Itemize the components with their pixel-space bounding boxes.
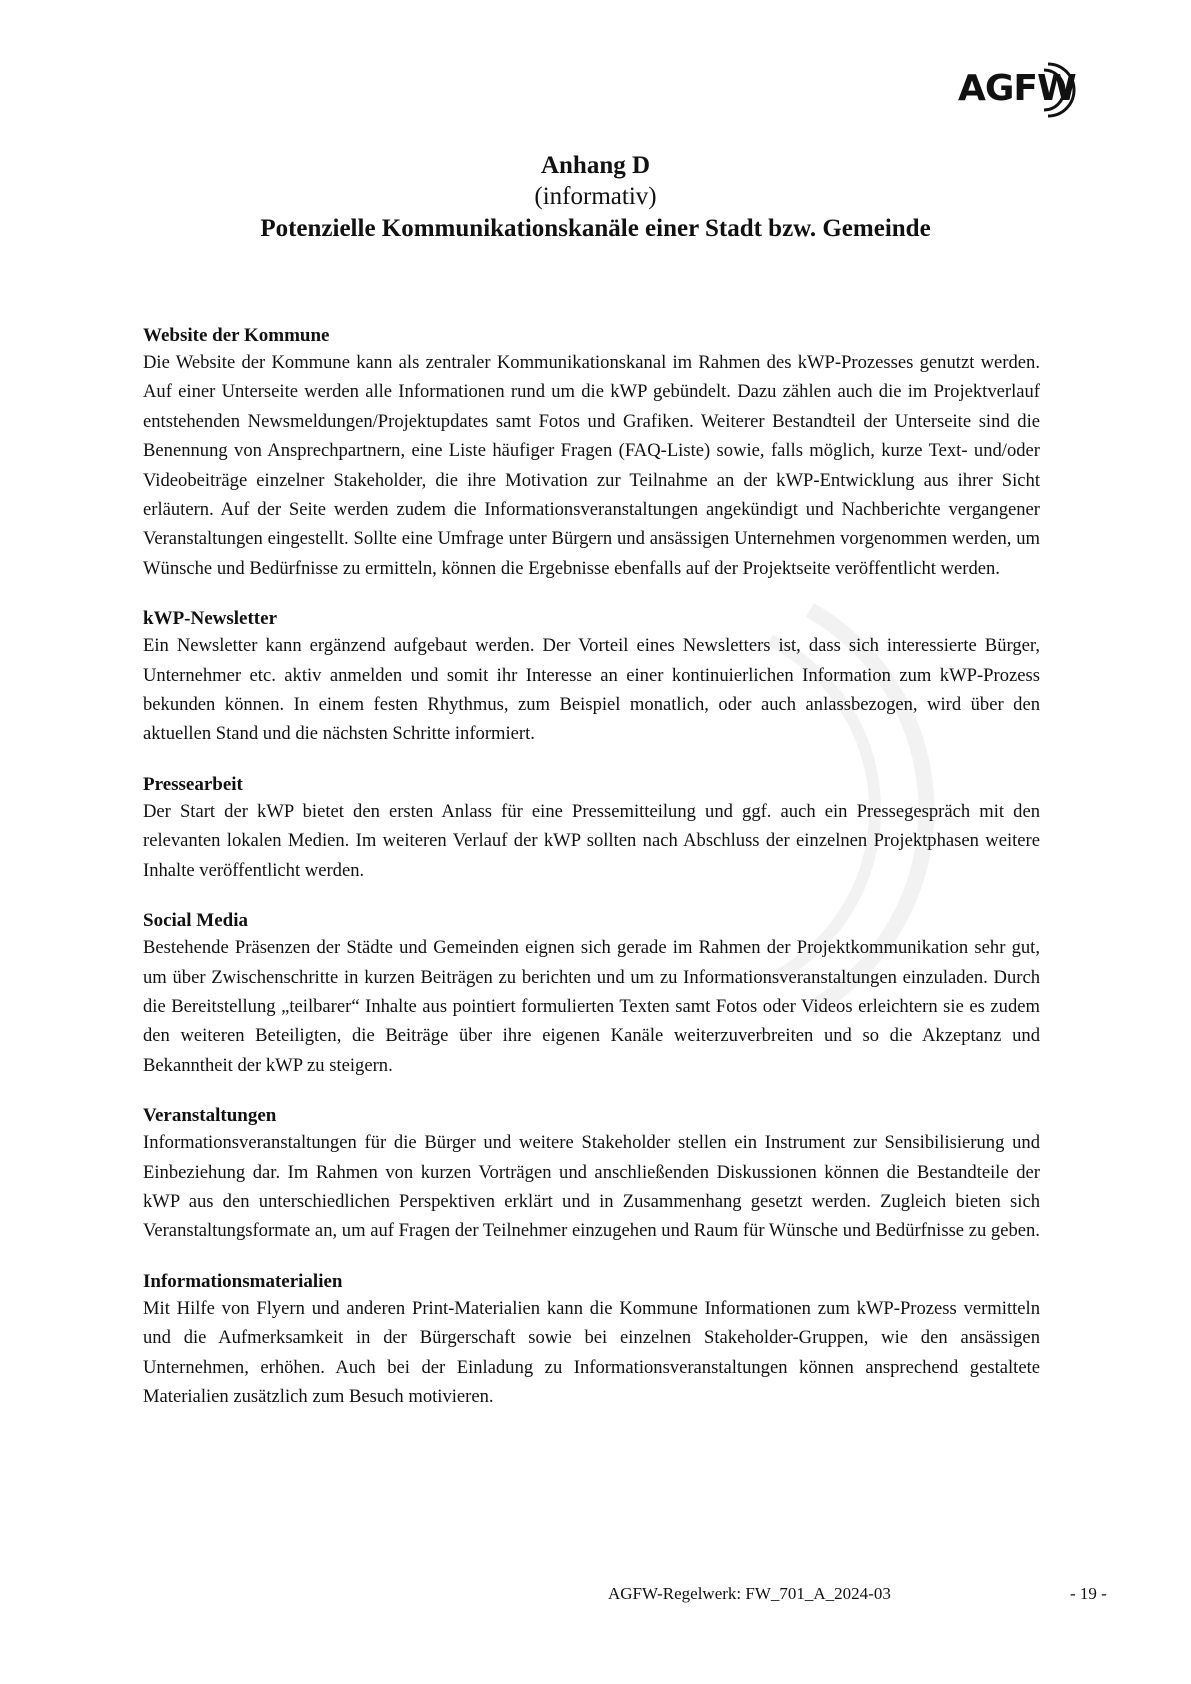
logo-arcs-icon bbox=[1018, 60, 1088, 120]
section-body: Ein Newsletter kann ergänzend aufgebaut werden. Der Vorteil eines Newsletters ist, dass sich interessierte Bürger, Unternehmer etc. aktiv anmelden und somit ihr Interesse an einer kontinuierlichen Information zum kWP-Prozess bekunden können. In einem festen Rhythmus, zum Beispiel monatlich, oder auch anlassbezogen, wird über den aktuellen Stand und die nächsten Schritte informiert. bbox=[143, 635, 1040, 745]
annex-type: (informativ) bbox=[534, 183, 657, 210]
page-title-block bbox=[0, 150, 1191, 246]
page-number: - 19 - bbox=[1070, 1584, 1107, 1603]
section-heading: kWP-Newsletter bbox=[143, 608, 278, 630]
section-social-media bbox=[143, 909, 1040, 1080]
annex-label: Anhang D bbox=[540, 152, 651, 179]
section-informationsmaterialien bbox=[143, 1270, 1040, 1412]
footer-reference: AGFW-Regelwerk: FW_701_A_2024-03 bbox=[608, 1584, 891, 1603]
section-heading: Website der Kommune bbox=[143, 325, 330, 346]
section-newsletter bbox=[143, 607, 1040, 749]
section-heading: Informationsmaterialien bbox=[143, 1270, 343, 1292]
section-pressearbeit bbox=[143, 773, 1040, 885]
logo-text: AGFW bbox=[958, 68, 1076, 109]
section-heading: Pressearbeit bbox=[143, 773, 243, 795]
section-veranstaltungen bbox=[143, 1104, 1040, 1246]
page-title: Potenzielle Kommunikationskanäle einer Stadt bzw. Gemeinde bbox=[260, 215, 931, 242]
document-body bbox=[143, 324, 1040, 1435]
section-body: Die Website der Kommune kann als zentraler Kommunikationskanal im Rahmen des kWP-Prozesses genutzt werden. Auf einer Unterseite werden alle Informationen rund um die kWP gebündelt. Dazu zählen auch die im Projektverlauf entstehenden Newsmeldungen/Projektupdates samt Fotos und Grafiken. Weiterer Bestandteil der Unterseite sind die Benennung von Ansprechpartnern, eine Liste häufiger Fragen (FAQ-Liste) sowie, falls möglich, kurze Text- und/oder Videobeiträge einzelner Stakeholder, die ihre Motivation zur Teilnahme an der kWP-Entwicklung aus ihrer Sicht erläutern. Auf der Seite werden zudem die Informationsveranstaltungen angekündigt und Nachberichte vergangener Veranstaltungen eingestellt. Sollte eine Umfrage unter Bürgern und ansässigen Unternehmen vorgenommen werden, um Wünsche und Bedürfnisse zu ermitteln, können die Ergebnisse ebenfalls auf der Projektseite veröffentlicht werden. bbox=[143, 352, 1040, 579]
section-body: Der Start der kWP bietet den ersten Anlass für eine Pressemitteilung und ggf. auch ein Pressegespräch mit den relevanten lokalen Medien. Im weiteren Verlauf der kWP sollten nach Abschluss der einzelnen Projektphasen weitere Inhalte veröffentlicht werden. bbox=[143, 800, 1040, 881]
section-website bbox=[143, 324, 1040, 583]
section-body: Mit Hilfe von Flyern und anderen Print-Materialien kann die Kommune Informationen zum kWP-Prozess vermitteln und die Aufmerksamkeit in der Bürgerschaft sowie bei einzelnen Stakeholder-Gruppen, wie den ansässigen Unternehmen, erhöhen. Auch bei der Einladung zu Informationsveranstaltungen können ansprechend gestaltete Materialien zusätzlich zum Besuch motivieren. bbox=[143, 1297, 1040, 1407]
section-body: Informationsveranstaltungen für die Bürger und weitere Stakeholder stellen ein Instrument zur Sensibilisierung und Einbeziehung dar. Im Rahmen von kurzen Vorträgen und anschließenden Diskussionen können die Bestandteile der kWP aus den unterschiedlichen Perspektiven erklärt und in Zusammenhang gesetzt werden. Zugleich bieten sich Veranstaltungsformate an, um auf Fragen der Teilnehmer einzugehen und Raum für Wünsche und Bedürfnisse zu geben. bbox=[143, 1132, 1040, 1242]
section-heading: Veranstaltungen bbox=[143, 1105, 277, 1127]
section-heading: Social Media bbox=[143, 910, 249, 932]
section-body: Bestehende Präsenzen der Städte und Gemeinden eignen sich gerade im Rahmen der Projektkommunikation sehr gut, um über Zwischenschritte in kurzen Beiträgen zu berichten und um zu Informationsveranstaltungen einzuladen. Durch die Bereitstellung „teilbarer“ Inhalte aus pointiert formulierten Texten samt Fotos oder Videos erleichtern sie es zudem den weiteren Beteiligten, die Beiträge über ihre eigenen Kanäle weiterzuverbreiten und so die Akzeptanz und Bekanntheit der kWP zu steigern. bbox=[143, 937, 1040, 1076]
agfw-logo bbox=[958, 60, 1088, 120]
